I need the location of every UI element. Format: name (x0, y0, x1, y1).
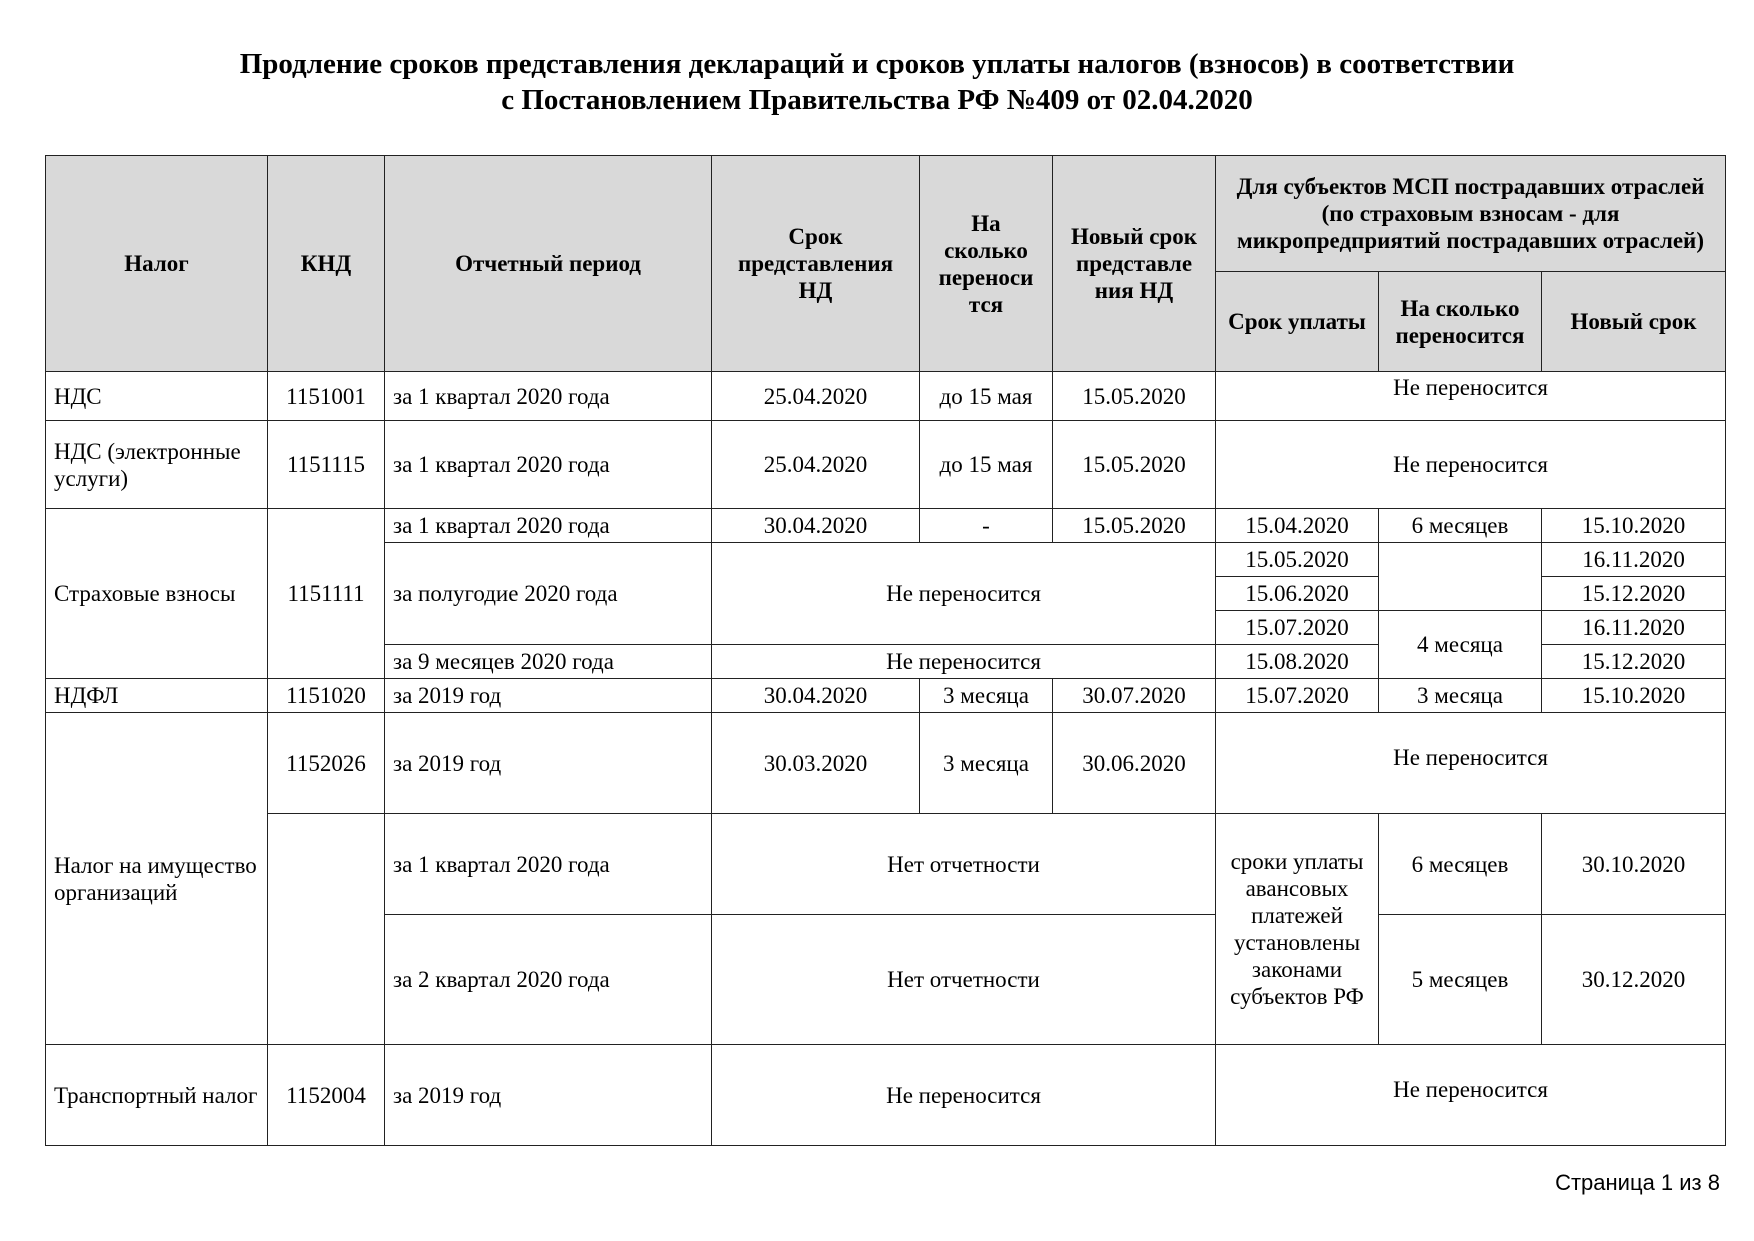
cell-tax: НДС (электронные услуги) (46, 421, 268, 509)
table-row-nds-electronic (46, 421, 1726, 509)
cell-new-deadline: 15.05.2020 (1053, 421, 1216, 509)
header-knd: КНД (268, 156, 385, 372)
cell-period: за 9 месяцев 2020 года (385, 645, 712, 679)
cell-pay-deadline: 15.07.2020 (1216, 611, 1379, 645)
cell-tax: Страховые взносы (46, 509, 268, 679)
cell-period: за 2019 год (385, 679, 712, 713)
cell-pay-deadline: 15.04.2020 (1216, 509, 1379, 543)
table-row-nds (46, 372, 1726, 421)
cell-new-deadline: 15.05.2020 (1053, 509, 1216, 543)
cell-tax: НДС (46, 372, 268, 421)
cell-knd: 1151020 (268, 679, 385, 713)
cell-shift: - (920, 509, 1053, 543)
header-period: Отчетный период (385, 156, 712, 372)
cell-period: за полугодие 2020 года (385, 543, 712, 645)
cell-deadline: 25.04.2020 (712, 421, 920, 509)
title-line-1: Продление сроков представления деклараций и сроков уплаты налогов (взносов) в соответствии (239, 48, 1515, 80)
cell-knd-empty (268, 814, 385, 1045)
cell-msp-new: 30.12.2020 (1542, 915, 1726, 1045)
cell-period: за 1 квартал 2020 года (385, 372, 712, 421)
cell-pay-deadline: 15.06.2020 (1216, 577, 1379, 611)
cell-status: Нет отчетности (712, 915, 1216, 1045)
cell-knd: 1151115 (268, 421, 385, 509)
cell-msp-new: 30.10.2020 (1542, 814, 1726, 915)
title-line-2: с Постановлением Правительства РФ №409 от 02.04.2020 (501, 84, 1253, 116)
header-deadline: Срок представления НД (712, 156, 920, 372)
cell-msp-shift: 5 месяцев (1379, 915, 1542, 1045)
cell-status: Не переносится (712, 543, 1216, 645)
header-msp-shift: На сколько переносится (1379, 272, 1542, 372)
table-row-property-q1 (46, 814, 1726, 915)
cell-new-deadline: 30.07.2020 (1053, 679, 1216, 713)
cell-deadline: 30.03.2020 (712, 713, 920, 814)
page-title (0, 46, 1754, 118)
cell-advance-note: сроки уплаты авансовых платежей установлены законами субъектов РФ (1216, 814, 1379, 1045)
cell-deadline: 30.04.2020 (712, 509, 920, 543)
cell-deadline: 30.04.2020 (712, 679, 920, 713)
cell-shift: до 15 мая (920, 421, 1053, 509)
cell-msp-status: Не переносится (1216, 372, 1726, 421)
cell-shift: 3 месяца (920, 679, 1053, 713)
cell-msp-shift: 3 месяца (1379, 679, 1542, 713)
cell-knd: 1151111 (268, 509, 385, 679)
cell-new-deadline: 15.05.2020 (1053, 372, 1216, 421)
cell-tax: Транспортный налог (46, 1045, 268, 1146)
cell-tax: Налог на имущество организаций (46, 713, 268, 1045)
cell-knd: 1152026 (268, 713, 385, 814)
cell-msp-new: 15.12.2020 (1542, 577, 1726, 611)
header-tax: Налог (46, 156, 268, 372)
cell-deadline: 25.04.2020 (712, 372, 920, 421)
cell-msp-shift-empty (1379, 543, 1542, 611)
cell-msp-status: Не переносится (1216, 1045, 1726, 1146)
cell-period: за 1 квартал 2020 года (385, 814, 712, 915)
table-row-ndfl (46, 679, 1726, 713)
cell-tax: НДФЛ (46, 679, 268, 713)
cell-msp-shift: 6 месяцев (1379, 814, 1542, 915)
header-shift: На сколько переноси тся (920, 156, 1053, 372)
cell-status: Не переносится (712, 1045, 1216, 1146)
cell-msp-shift: 6 месяцев (1379, 509, 1542, 543)
cell-msp-new: 15.10.2020 (1542, 679, 1726, 713)
cell-msp-new: 16.11.2020 (1542, 543, 1726, 577)
cell-period: за 1 квартал 2020 года (385, 509, 712, 543)
cell-knd: 1151001 (268, 372, 385, 421)
cell-msp-new: 15.10.2020 (1542, 509, 1726, 543)
cell-msp-new: 15.12.2020 (1542, 645, 1726, 679)
table-row-insurance-q1 (46, 509, 1726, 543)
cell-status: Не переносится (712, 645, 1216, 679)
header-pay-deadline: Срок уплаты (1216, 272, 1379, 372)
header-new-deadline: Новый срок представле ния НД (1053, 156, 1216, 372)
cell-msp-shift: 4 месяца (1379, 611, 1542, 679)
cell-shift: до 15 мая (920, 372, 1053, 421)
tax-deadlines-table (45, 155, 1726, 1146)
cell-status: Нет отчетности (712, 814, 1216, 915)
cell-period: за 1 квартал 2020 года (385, 421, 712, 509)
table-row-transport (46, 1045, 1726, 1146)
cell-new-deadline: 30.06.2020 (1053, 713, 1216, 814)
cell-pay-deadline: 15.07.2020 (1216, 679, 1379, 713)
cell-msp-status: Не переносится (1216, 421, 1726, 509)
cell-shift: 3 месяца (920, 713, 1053, 814)
cell-msp-status: Не переносится (1216, 713, 1726, 814)
cell-pay-deadline: 15.08.2020 (1216, 645, 1379, 679)
header-msp-new: Новый срок (1542, 272, 1726, 372)
cell-knd: 1152004 (268, 1045, 385, 1146)
cell-msp-new: 16.11.2020 (1542, 611, 1726, 645)
cell-period: за 2019 год (385, 1045, 712, 1146)
cell-pay-deadline: 15.05.2020 (1216, 543, 1379, 577)
header-msp-group: Для субъектов МСП пострадавших отраслей (по страховым взносам - для микропредприятий пострадавших отраслей) (1216, 156, 1726, 272)
page-counter: Страница 1 из 8 (1555, 1170, 1720, 1195)
cell-period: за 2 квартал 2020 года (385, 915, 712, 1045)
cell-period: за 2019 год (385, 713, 712, 814)
table-row-property-2019 (46, 713, 1726, 814)
